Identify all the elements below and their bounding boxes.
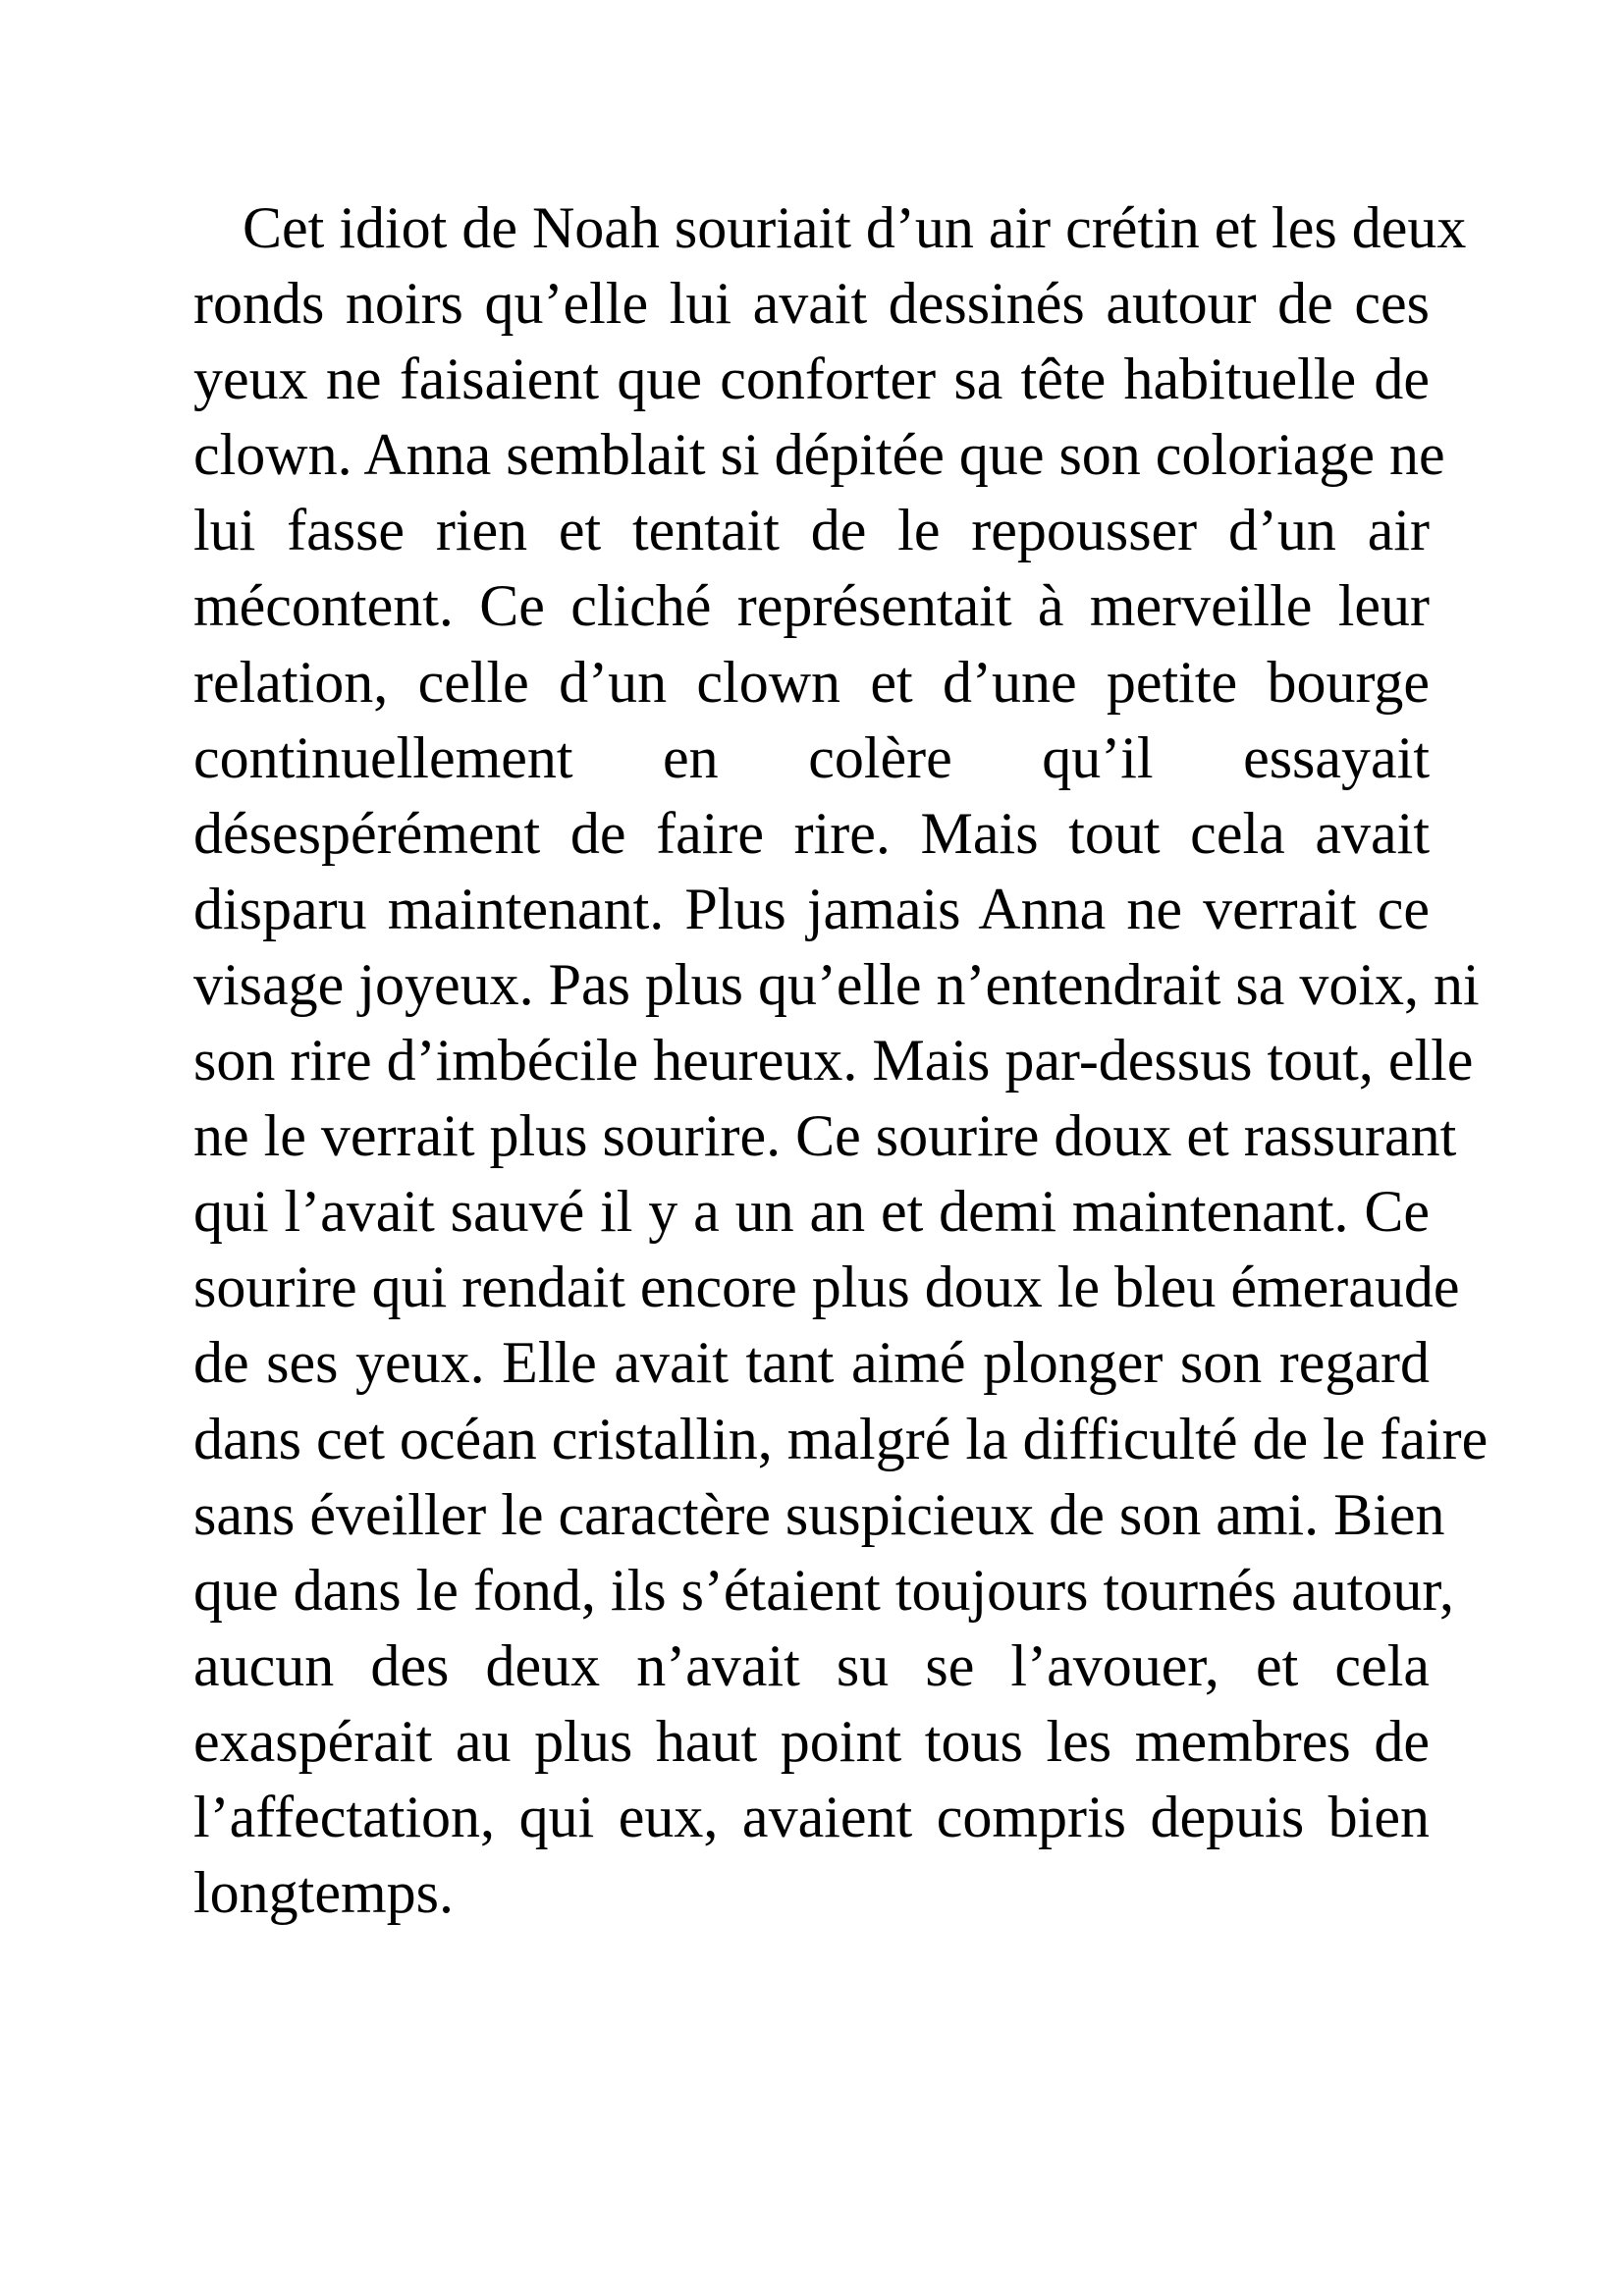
paragraph-line: sans éveiller le caractère suspicieux de son ami. Bien — [193, 1481, 1445, 1547]
paragraph-line: son rire d’imbécile heureux. Mais par-dessus tout, elle — [193, 1028, 1474, 1094]
paragraph-line: Cet idiot de Noah souriait d’un air crétin et les deux — [243, 195, 1467, 260]
paragraph-line: exaspérait au plus haut point tous les membres de — [193, 1708, 1430, 1774]
paragraph-line: ronds noirs qu’elle lui avait dessinés autour de ces — [193, 271, 1430, 337]
paragraph-line: yeux ne faisaient que conforter sa tête habituelle de — [193, 347, 1430, 412]
paragraph-line: mécontent. Ce cliché représentait à merveille leur — [193, 573, 1430, 639]
paragraph-line: l’affectation, qui eux, avaient compris depuis bien — [193, 1784, 1430, 1849]
paragraph-line: relation, celle d’un clown et d’une petite bourge — [193, 649, 1430, 715]
paragraph-line: de ses yeux. Elle avait tant aimé plonger son regard — [193, 1330, 1430, 1396]
paragraph-line: ne le verrait plus sourire. Ce sourire doux et rassurant — [193, 1103, 1457, 1169]
paragraph-line: lui fasse rien et tentait de le repousser d’un air — [193, 498, 1430, 563]
paragraph-line: qui l’avait sauvé il y a un an et demi maintenant. Ce — [193, 1179, 1430, 1245]
paragraph-line: désespérément de faire rire. Mais tout cela avait — [193, 800, 1430, 866]
paragraph-line: que dans le fond, ils s’étaient toujours tournés autour, — [193, 1557, 1454, 1623]
paragraph-line: clown. Anna semblait si dépitée que son coloriage ne — [193, 422, 1445, 488]
paragraph-line: longtemps. — [193, 1860, 454, 1926]
paragraph-line: continuellement en colère qu’il essayait — [193, 724, 1430, 790]
paragraph-line: visage joyeux. Pas plus qu’elle n’entendrait sa voix, ni — [193, 951, 1480, 1017]
paragraph-line: disparu maintenant. Plus jamais Anna ne verrait ce — [193, 876, 1430, 941]
paragraph-line: sourire qui rendait encore plus doux le bleu émeraude — [193, 1255, 1460, 1320]
paragraph-line: dans cet océan cristallin, malgré la difficulté de le faire — [193, 1406, 1489, 1471]
paragraph-line: aucun des deux n’avait su se l’avouer, et cela — [193, 1632, 1430, 1698]
body-paragraph — [193, 190, 1489, 1931]
